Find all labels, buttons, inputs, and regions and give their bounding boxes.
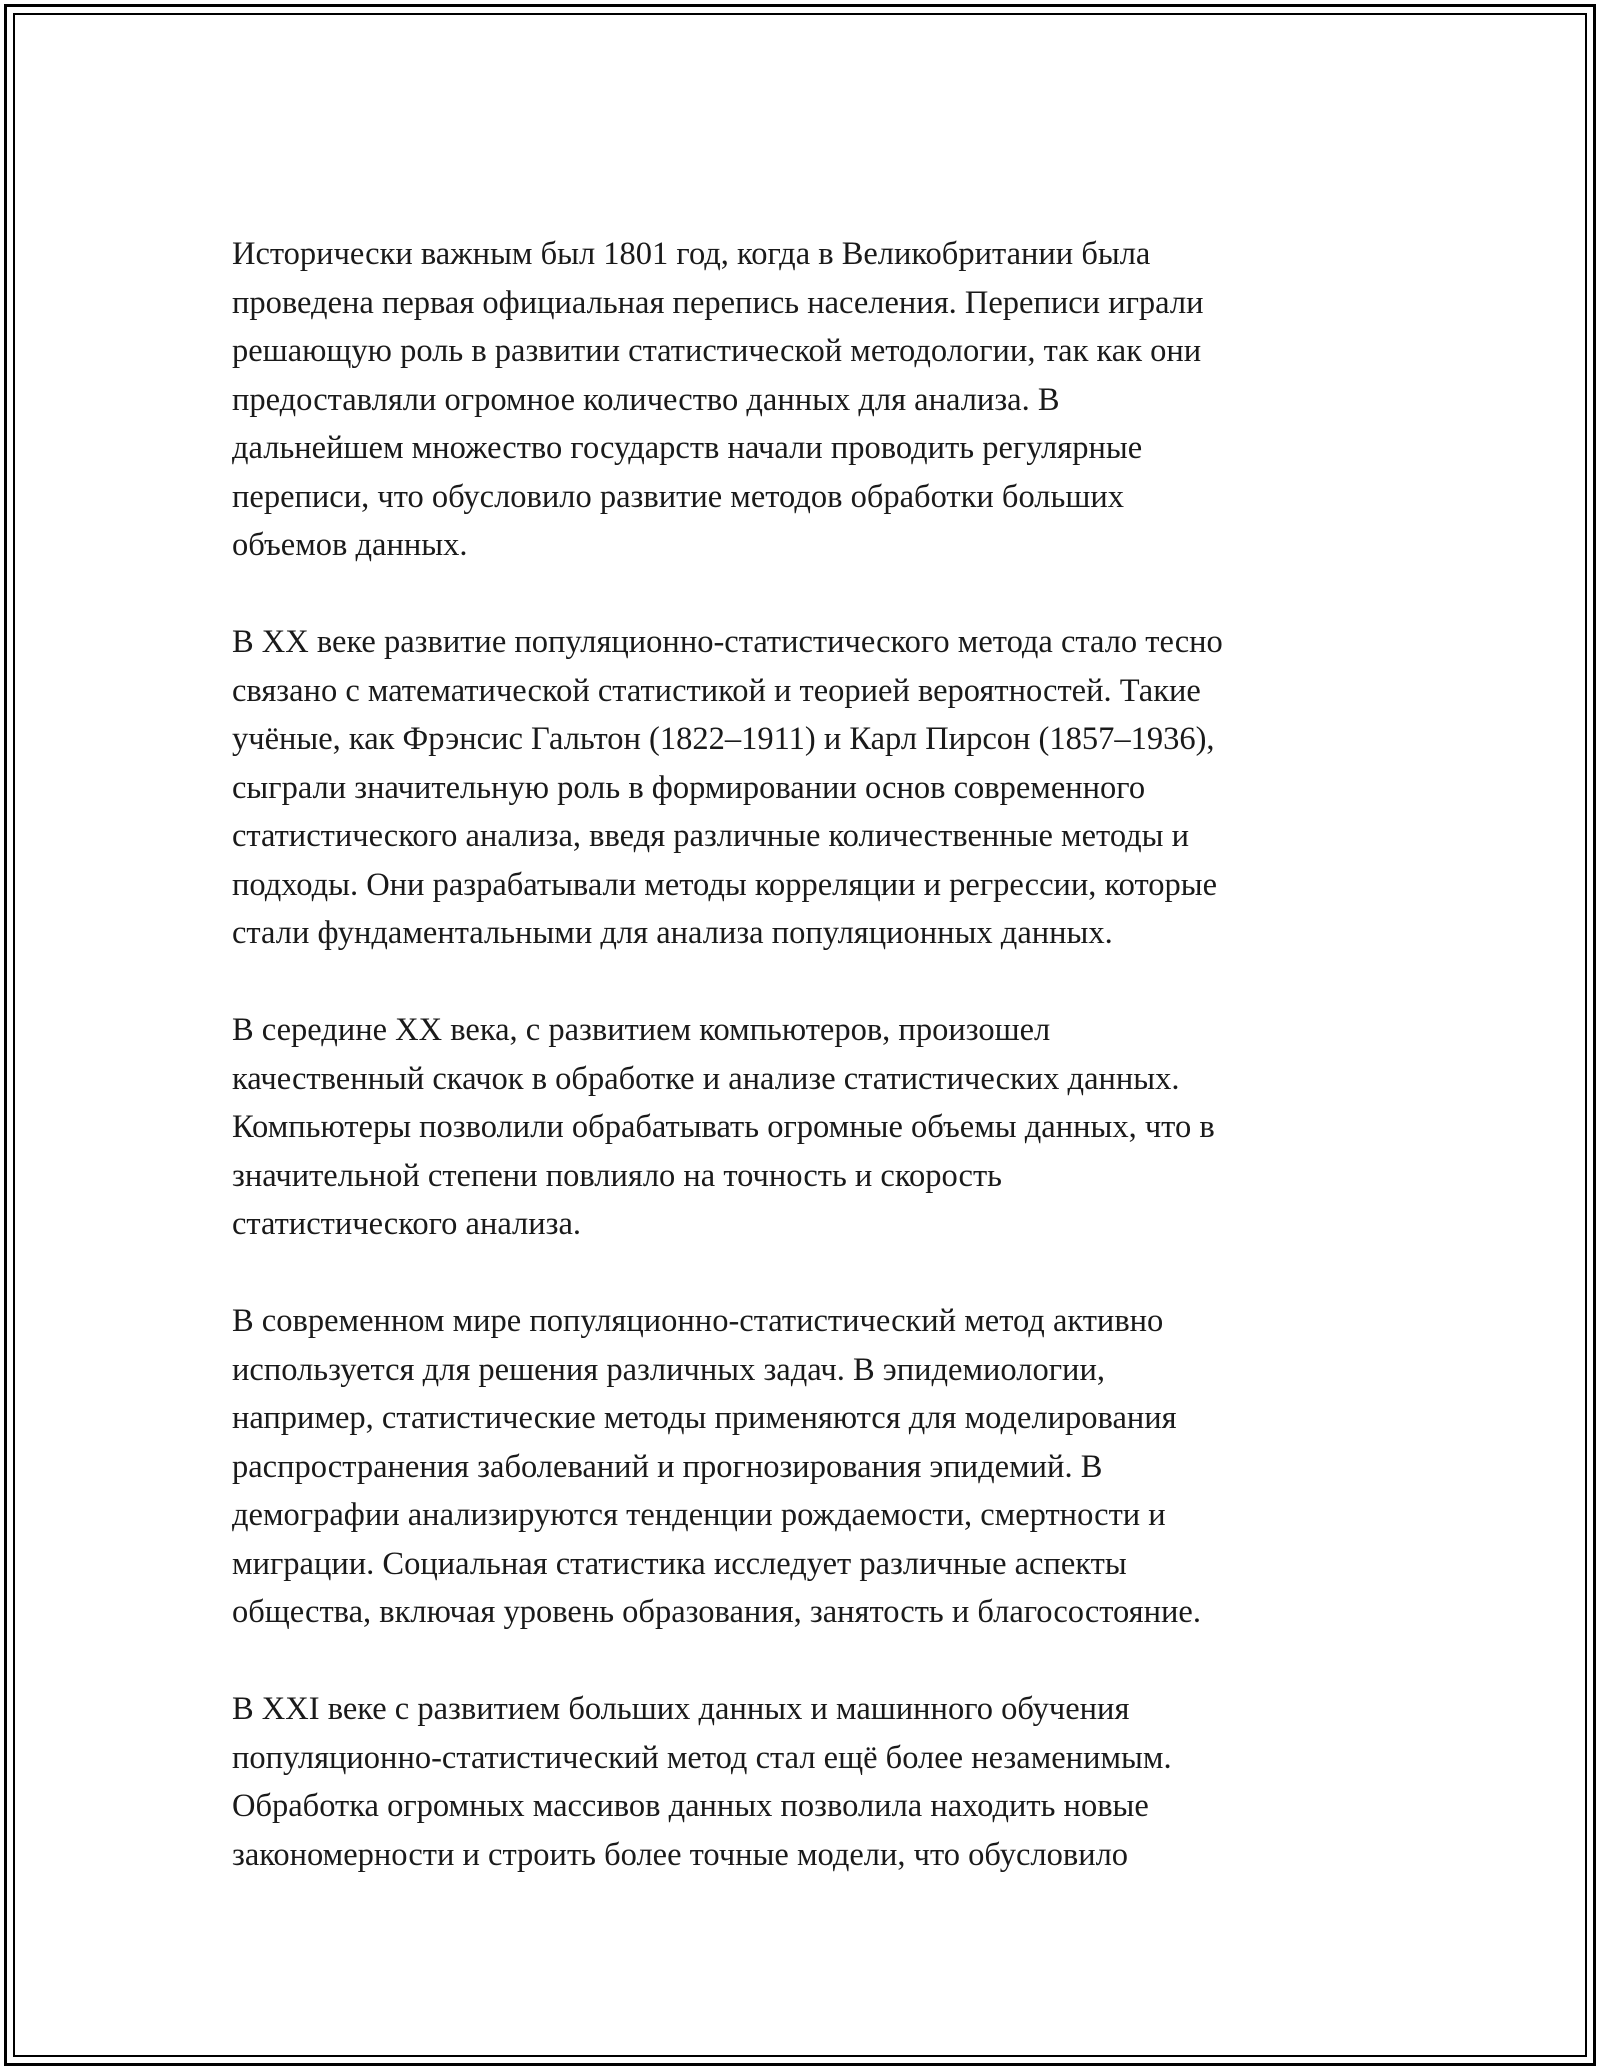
paragraph-3 (232, 1006, 1382, 1249)
text-line: подходы. Они разрабатывали методы корреляции и регрессии, которые (232, 866, 1218, 903)
paragraph-5 (232, 1685, 1382, 1879)
document-body (232, 230, 1382, 1928)
text-line: распространения заболеваний и прогнозирования эпидемий. В (232, 1448, 1103, 1485)
text-line: В середине XX века, с развитием компьютеров, произошел (232, 1012, 1051, 1048)
text-line: значительной степени повлияло на точность и скорость (232, 1157, 1003, 1194)
text-line: В XX веке развитие популяционно-статистического метода стало тесно (232, 624, 1223, 660)
paragraph-4 (232, 1297, 1382, 1637)
text-line: статистического анализа, введя различные количественные методы и (232, 818, 1190, 854)
text-line: проведена первая официальная перепись населения. Переписи играли (232, 284, 1204, 321)
text-line: демографии анализируются тенденции рождаемости, смертности и (232, 1497, 1166, 1533)
text-line: Исторически важным был 1801 год, когда в Великобритании была (232, 236, 1151, 272)
text-line: популяционно-статистический метод стал ещё более незаменимым. (232, 1739, 1172, 1776)
text-line: Обработка огромных массивов данных позволила находить новые (232, 1788, 1149, 1824)
text-line: используется для решения различных задач. В эпидемиологии, (232, 1351, 1105, 1388)
paragraph-2 (232, 618, 1382, 958)
text-line: дальнейшем множество государств начали проводить регулярные (232, 430, 1143, 466)
text-line: связано с математической статистикой и теорией вероятностей. Такие (232, 672, 1201, 709)
text-line: статистического анализа. (232, 1206, 582, 1242)
text-line: объемов данных. (232, 527, 468, 563)
text-line: миграции. Социальная статистика исследует различные аспекты (232, 1545, 1127, 1582)
text-line: переписи, что обусловило развитие методов обработки больших (232, 478, 1124, 515)
text-line: стали фундаментальными для анализа популяционных данных. (232, 915, 1113, 951)
text-line: В современном мире популяционно-статистический метод активно (232, 1303, 1164, 1339)
text-line: Компьютеры позволили обрабатывать огромные объемы данных, что в (232, 1109, 1215, 1145)
text-line: решающую роль в развитии статистической методологии, так как они (232, 333, 1202, 369)
text-line: сыграли значительную роль в формировании основ современного (232, 769, 1146, 806)
text-line: например, статистические методы применяются для моделирования (232, 1400, 1177, 1436)
paragraph-1 (232, 230, 1382, 570)
text-line: закономерности и строить более точные модели, что обусловило (232, 1836, 1129, 1873)
text-line: качественный скачок в обработке и анализе статистических данных. (232, 1060, 1180, 1097)
text-line: предоставляли огромное количество данных для анализа. В (232, 381, 1060, 418)
text-line: учёные, как Фрэнсис Гальтон (1822–1911) и Карл Пирсон (1857–1936), (232, 721, 1215, 757)
text-line: общества, включая уровень образования, занятость и благосостояние. (232, 1594, 1201, 1630)
text-line: В XXI веке с развитием больших данных и машинного обучения (232, 1691, 1130, 1727)
